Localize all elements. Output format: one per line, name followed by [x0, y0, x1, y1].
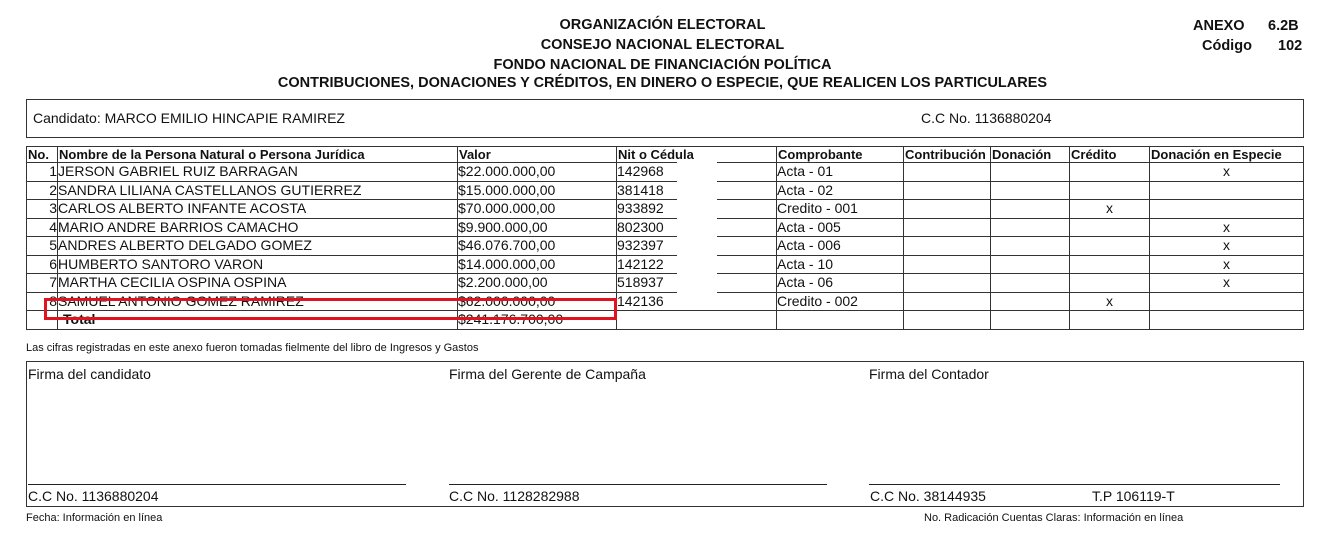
table-row [27, 237, 1304, 256]
row-name: CARLOS ALBERTO INFANTE ACOSTA [58, 200, 458, 219]
row-especie: x [1150, 218, 1304, 237]
header-line-2: CONSEJO NACIONAL ELECTORAL [540, 37, 785, 53]
row-contribucion [904, 274, 991, 293]
row-nit: 802300 [617, 218, 777, 237]
row-highlight-box [44, 298, 617, 320]
signature-contador-tp: T.P 106119-T [1092, 488, 1175, 504]
table-header-row [27, 147, 1304, 163]
row-valor: $22.000.000,00 [458, 163, 617, 182]
col-header-nombre: Nombre de la Persona Natural o Persona Jurídica [58, 147, 458, 163]
row-no: 6 [27, 255, 58, 274]
col-header-contribucion: Contribución [904, 147, 991, 163]
table-row [27, 200, 1304, 219]
footer-radicacion: No. Radicación Cuentas Claras: Información en línea [924, 512, 1184, 524]
signature-gerente-cc: C.C No. 1128282988 [449, 488, 580, 504]
row-donacion [991, 274, 1070, 293]
row-comprobante: Acta - 005 [777, 218, 904, 237]
total-empty-cell [904, 311, 991, 330]
col-header-comprobante: Comprobante [777, 147, 904, 163]
row-valor: $62.000.000,00 [458, 292, 617, 311]
footer-fecha: Fecha: Información en línea [26, 512, 163, 524]
row-nit: 142122 [617, 255, 777, 274]
source-note: Las cifras registradas en este anexo fueron tomadas fielmente del libro de Ingresos y Gastos [26, 342, 479, 354]
codigo-value: 102 [1278, 38, 1303, 54]
row-contribucion [904, 200, 991, 219]
row-name: SANDRA LILIANA CASTELLANOS GUTIERREZ [58, 181, 458, 200]
anexo-label: ANEXO [1193, 18, 1245, 34]
row-no: 3 [27, 200, 58, 219]
row-nit: 518937 [617, 274, 777, 293]
col-header-especie: Donación en Especie [1150, 147, 1304, 163]
row-comprobante: Acta - 01 [777, 163, 904, 182]
signature-box [26, 361, 1304, 507]
signature-candidato-cc: C.C No. 1136880204 [28, 488, 159, 504]
row-donacion [991, 218, 1070, 237]
row-credito [1070, 181, 1150, 200]
row-valor: $14.000.000,00 [458, 255, 617, 274]
row-no: 2 [27, 181, 58, 200]
row-especie: x [1150, 274, 1304, 293]
row-name: HUMBERTO SANTORO VARON [58, 255, 458, 274]
total-empty-cell [991, 311, 1070, 330]
row-contribucion [904, 218, 991, 237]
col-header-no: No. [27, 147, 58, 163]
row-contribucion [904, 255, 991, 274]
row-especie: x [1150, 255, 1304, 274]
signature-gerente-label: Firma del Gerente de Campaña [449, 366, 646, 382]
row-donacion [991, 237, 1070, 256]
row-contribucion [904, 237, 991, 256]
signature-contador-label: Firma del Contador [869, 366, 989, 382]
total-empty-cell [777, 311, 904, 330]
row-contribucion [904, 181, 991, 200]
table-row [27, 274, 1304, 293]
row-donacion [991, 292, 1070, 311]
row-no: 5 [27, 237, 58, 256]
row-contribucion [904, 292, 991, 311]
row-name: SAMUEL ANTONIO GOMEZ RAMIREZ [58, 292, 458, 311]
total-empty-cell [617, 311, 777, 330]
signature-candidato-label: Firma del candidato [28, 366, 151, 382]
anexo-value: 6.2B [1268, 18, 1299, 34]
row-comprobante: Credito - 001 [777, 200, 904, 219]
row-comprobante: Credito - 002 [777, 292, 904, 311]
row-name: MARIO ANDRE BARRIOS CAMACHO [58, 218, 458, 237]
row-valor: $15.000.000,00 [458, 181, 617, 200]
row-especie: x [1150, 163, 1304, 182]
row-nit: 142968 [617, 163, 777, 182]
total-empty-cell [1150, 311, 1304, 330]
row-nit: 933892 [617, 200, 777, 219]
row-especie [1150, 200, 1304, 219]
col-header-valor: Valor [458, 147, 617, 163]
row-donacion [991, 255, 1070, 274]
row-credito: x [1070, 292, 1150, 311]
table-row [27, 163, 1304, 182]
row-valor: $2.200.000,00 [458, 274, 617, 293]
row-valor: $70.000.000,00 [458, 200, 617, 219]
row-comprobante: Acta - 06 [777, 274, 904, 293]
row-credito [1070, 274, 1150, 293]
row-nit: 381418 [617, 181, 777, 200]
table-row [27, 181, 1304, 200]
codigo-label: Código [1202, 38, 1252, 54]
row-donacion [991, 181, 1070, 200]
signature-line-gerente [449, 484, 827, 485]
row-name: ANDRES ALBERTO DELGADO GOMEZ [58, 237, 458, 256]
signature-line-contador [869, 484, 1280, 485]
row-name: JERSON GABRIEL RUIZ BARRAGAN [58, 163, 458, 182]
signature-contador-cc: C.C No. 38144935 [870, 488, 986, 504]
row-credito: x [1070, 200, 1150, 219]
candidate-cc: C.C No. 1136880204 [921, 110, 1052, 126]
row-nit: 932397 [617, 237, 777, 256]
total-value: $241.176.700,00 [458, 311, 617, 330]
candidate-box [26, 99, 1304, 138]
total-empty-cell [1070, 311, 1150, 330]
row-especie: x [1150, 237, 1304, 256]
row-credito [1070, 163, 1150, 182]
row-credito [1070, 218, 1150, 237]
row-no: 8 [27, 292, 58, 311]
row-donacion [991, 163, 1070, 182]
row-donacion [991, 200, 1070, 219]
row-especie [1150, 292, 1304, 311]
row-no: 7 [27, 274, 58, 293]
nit-redaction [677, 162, 717, 302]
row-nit: 142136 [617, 292, 777, 311]
row-contribucion [904, 163, 991, 182]
row-no: 4 [27, 218, 58, 237]
row-valor: $9.900.000,00 [458, 218, 617, 237]
row-credito [1070, 255, 1150, 274]
header-line-1: ORGANIZACIÓN ELECTORAL [559, 17, 766, 33]
signature-line-candidato [28, 484, 406, 485]
table-row [27, 218, 1304, 237]
row-comprobante: Acta - 006 [777, 237, 904, 256]
candidate-name: Candidato: MARCO EMILIO HINCAPIE RAMIREZ [33, 110, 345, 126]
table-row [27, 255, 1304, 274]
row-valor: $46.076.700,00 [458, 237, 617, 256]
total-label: Total [58, 311, 458, 330]
col-header-donacion: Donación [991, 147, 1070, 163]
row-name: MARTHA CECILIA OSPINA OSPINA [58, 274, 458, 293]
row-comprobante: Acta - 02 [777, 181, 904, 200]
col-header-credito: Crédito [1070, 147, 1150, 163]
row-credito [1070, 237, 1150, 256]
row-no: 1 [27, 163, 58, 182]
col-header-nit: Nit o Cédula [617, 147, 777, 163]
header-line-3: FONDO NACIONAL DE FINANCIACIÓN POLÍTICA [493, 57, 832, 73]
row-comprobante: Acta - 10 [777, 255, 904, 274]
header-line-4: CONTRIBUCIONES, DONACIONES Y CRÉDITOS, EN DINERO O ESPECIE, QUE REALICEN LOS PARTICULARES [277, 75, 1048, 91]
row-especie [1150, 181, 1304, 200]
